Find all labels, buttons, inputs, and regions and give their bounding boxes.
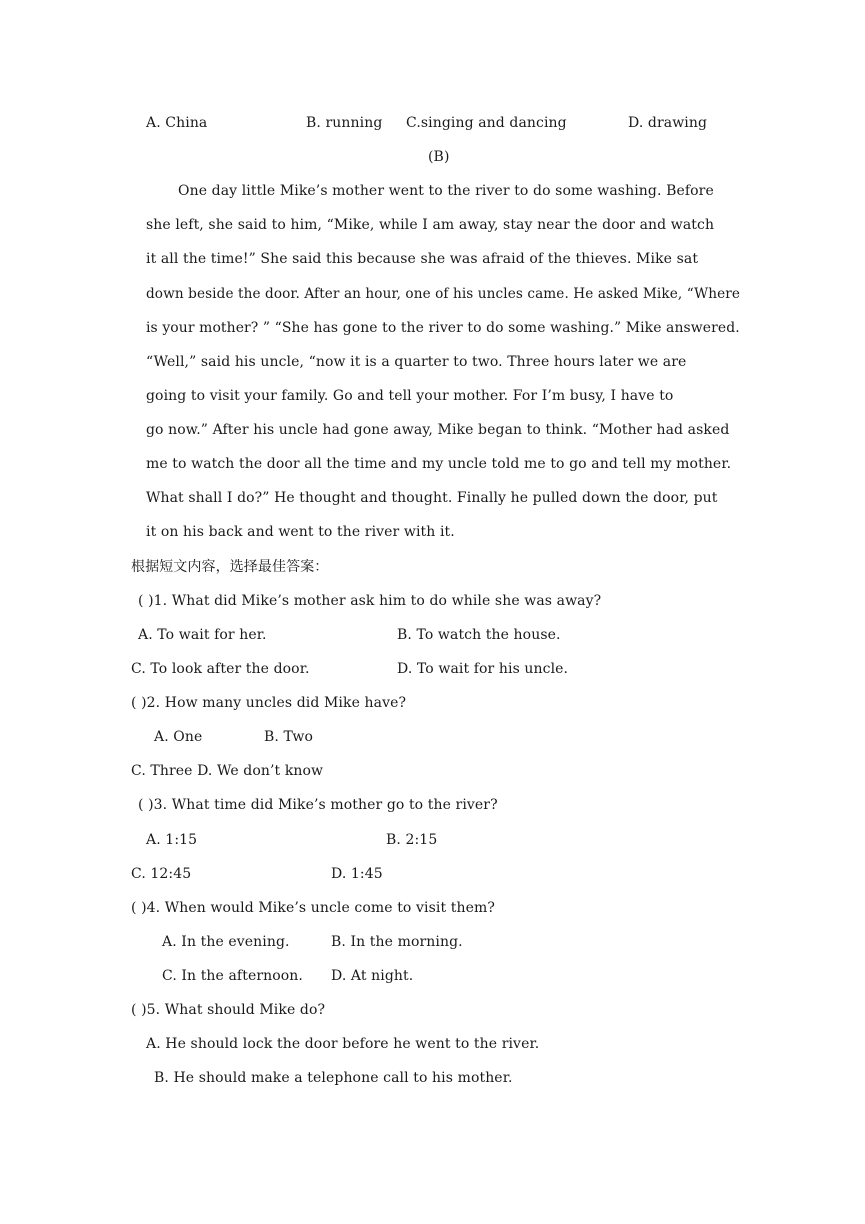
question-4-option-b: B. In the morning. (331, 934, 463, 950)
passage-line: it on his back and went to the river with it. (146, 524, 455, 540)
prev-option-d: D. drawing (628, 115, 708, 131)
question-1-option-d: D. To wait for his uncle. (397, 661, 569, 677)
passage-line: me to watch the door all the time and my uncle told me to go and tell my mother. (146, 456, 732, 472)
passage-line: down beside the door. After an hour, one of his uncles came. He asked Mike, “Where (146, 286, 740, 302)
question-1-stem: ( )1. What did Mike’s mother ask him to do while she was away? (138, 593, 602, 609)
prev-option-b: B. running (306, 115, 383, 131)
passage-line: is your mother? ” “She has gone to the river to do some washing.” Mike answered. (146, 320, 740, 336)
passage-line: it all the time!” She said this because she was afraid of the thieves. Mike sat (146, 251, 699, 267)
prev-option-a: A. China (146, 115, 208, 131)
question-3-option-c: C. 12:45 (131, 866, 192, 882)
question-5-stem: ( )5. What should Mike do? (131, 1002, 326, 1018)
passage-line: What shall I do?” He thought and thought. Finally he pulled down the door, put (146, 490, 718, 506)
instruction-text: 根据短文内容，选择最佳答案： (131, 559, 329, 575)
question-2-option-cd: C. Three D. We don’t know (131, 763, 324, 779)
passage-line: she left, she said to him, “Mike, while I am away, stay near the door and watch (146, 217, 715, 233)
question-3-option-b: B. 2:15 (386, 832, 438, 848)
question-4-option-d: D. At night. (331, 968, 414, 984)
prev-option-c: C.singing and dancing (406, 115, 567, 131)
question-1-option-a: A. To wait for her. (138, 627, 267, 643)
question-4-stem: ( )4. When would Mike’s uncle come to visit them? (131, 900, 495, 916)
question-5-option-a: A. He should lock the door before he went to the river. (146, 1036, 540, 1052)
question-2-option-b: B. Two (264, 729, 314, 745)
passage-line: going to visit your family. Go and tell your mother. For I’m busy, I have to (146, 388, 674, 404)
section-label: (B) (428, 149, 450, 165)
passage-line: “Well,” said his uncle, “now it is a quarter to two. Three hours later we are (146, 354, 687, 370)
passage-line: go now.” After his uncle had gone away, Mike began to think. “Mother had asked (146, 422, 730, 438)
question-3-stem: ( )3. What time did Mike’s mother go to the river? (138, 797, 498, 813)
question-5-option-b: B. He should make a telephone call to his mother. (154, 1070, 513, 1086)
question-4-option-c: C. In the afternoon. (162, 968, 303, 984)
passage-line: One day little Mike’s mother went to the river to do some washing. Before (178, 183, 714, 199)
question-4-option-a: A. In the evening. (162, 934, 290, 950)
question-2-stem: ( )2. How many uncles did Mike have? (131, 695, 407, 711)
question-3-option-d: D. 1:45 (331, 866, 383, 882)
question-1-option-b: B. To watch the house. (397, 627, 561, 643)
question-3-option-a: A. 1:15 (146, 832, 198, 848)
question-2-option-a: A. One (154, 729, 203, 745)
question-1-option-c: C. To look after the door. (131, 661, 310, 677)
